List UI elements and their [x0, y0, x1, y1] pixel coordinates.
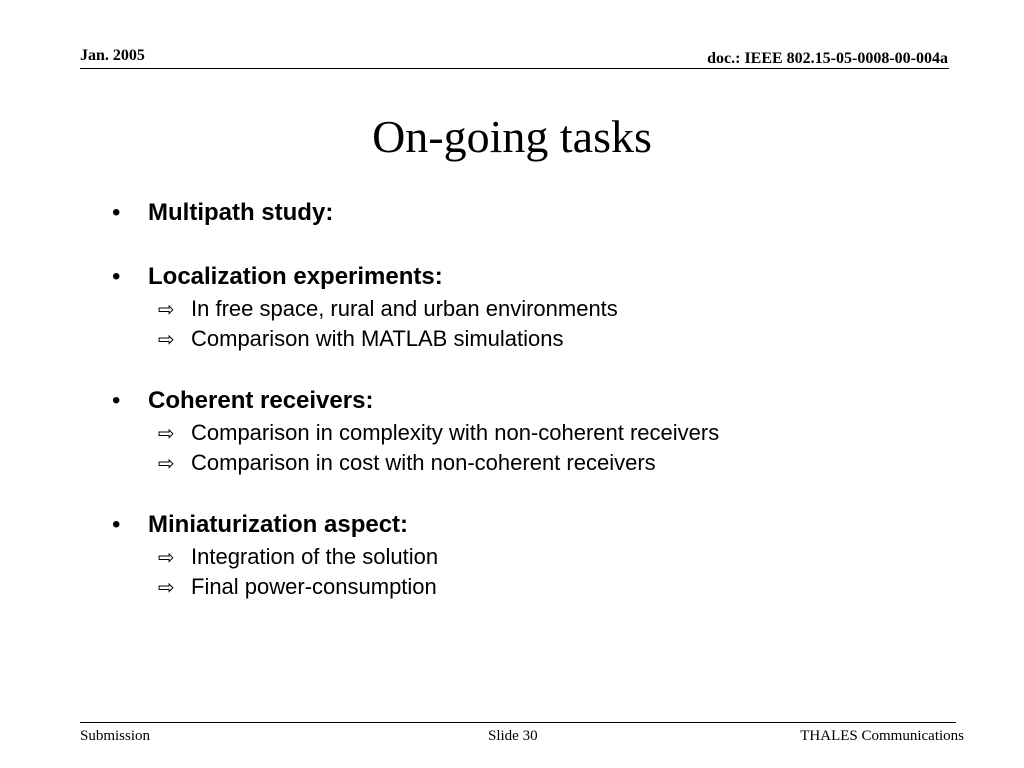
bullet-label: Coherent receivers:	[148, 387, 374, 414]
header-divider	[80, 68, 949, 69]
arrow-right-icon: ⇨	[158, 451, 175, 475]
arrow-right-icon: ⇨	[158, 575, 175, 599]
slide-title: On-going tasks	[372, 111, 652, 162]
sub-item	[112, 294, 972, 324]
bullet-group-multipath	[112, 196, 972, 230]
arrow-right-icon: ⇨	[158, 545, 175, 569]
bullet-label: Localization experiments:	[148, 263, 443, 290]
arrow-right-icon: ⇨	[158, 327, 175, 351]
footer-divider	[80, 722, 956, 723]
footer-slide-number: Slide 30	[488, 728, 538, 744]
bullet-group-miniaturization	[112, 508, 972, 602]
sub-item	[112, 448, 972, 478]
footer-submission: Submission	[80, 728, 151, 744]
sub-item-label: Comparison in complexity with non-coherent receivers	[191, 420, 720, 445]
sub-item	[112, 572, 972, 602]
arrow-right-icon: ⇨	[158, 421, 175, 445]
bullet-label: Multipath study:	[148, 199, 334, 226]
sub-item-label: Final power-consumption	[191, 574, 437, 599]
bullet-dot-icon: •	[112, 387, 121, 414]
bullet-item	[112, 384, 972, 418]
sub-item-label: In free space, rural and urban environments	[191, 296, 618, 321]
bullet-dot-icon: •	[112, 263, 121, 290]
bullet-dot-icon: •	[112, 199, 121, 226]
bullet-group-localization	[112, 260, 972, 354]
header-doc-id: doc.: IEEE 802.15-05-0008-00-004a	[707, 50, 948, 67]
bullet-item	[112, 260, 972, 294]
sub-item	[112, 324, 972, 354]
bullet-dot-icon: •	[112, 511, 121, 538]
sub-item-label: Integration of the solution	[191, 544, 439, 569]
header-date: Jan. 2005	[80, 47, 145, 64]
sub-item-label: Comparison with MATLAB simulations	[191, 326, 564, 351]
sub-item-label: Comparison in cost with non-coherent receivers	[191, 450, 656, 475]
bullet-list	[112, 196, 972, 632]
sub-item	[112, 542, 972, 572]
bullet-item	[112, 196, 972, 230]
bullet-label: Miniaturization aspect:	[148, 511, 409, 538]
bullet-item	[112, 508, 972, 542]
sub-item	[112, 418, 972, 448]
footer-organization: THALES Communications	[800, 728, 964, 744]
bullet-group-coherent	[112, 384, 972, 478]
arrow-right-icon: ⇨	[158, 297, 175, 321]
